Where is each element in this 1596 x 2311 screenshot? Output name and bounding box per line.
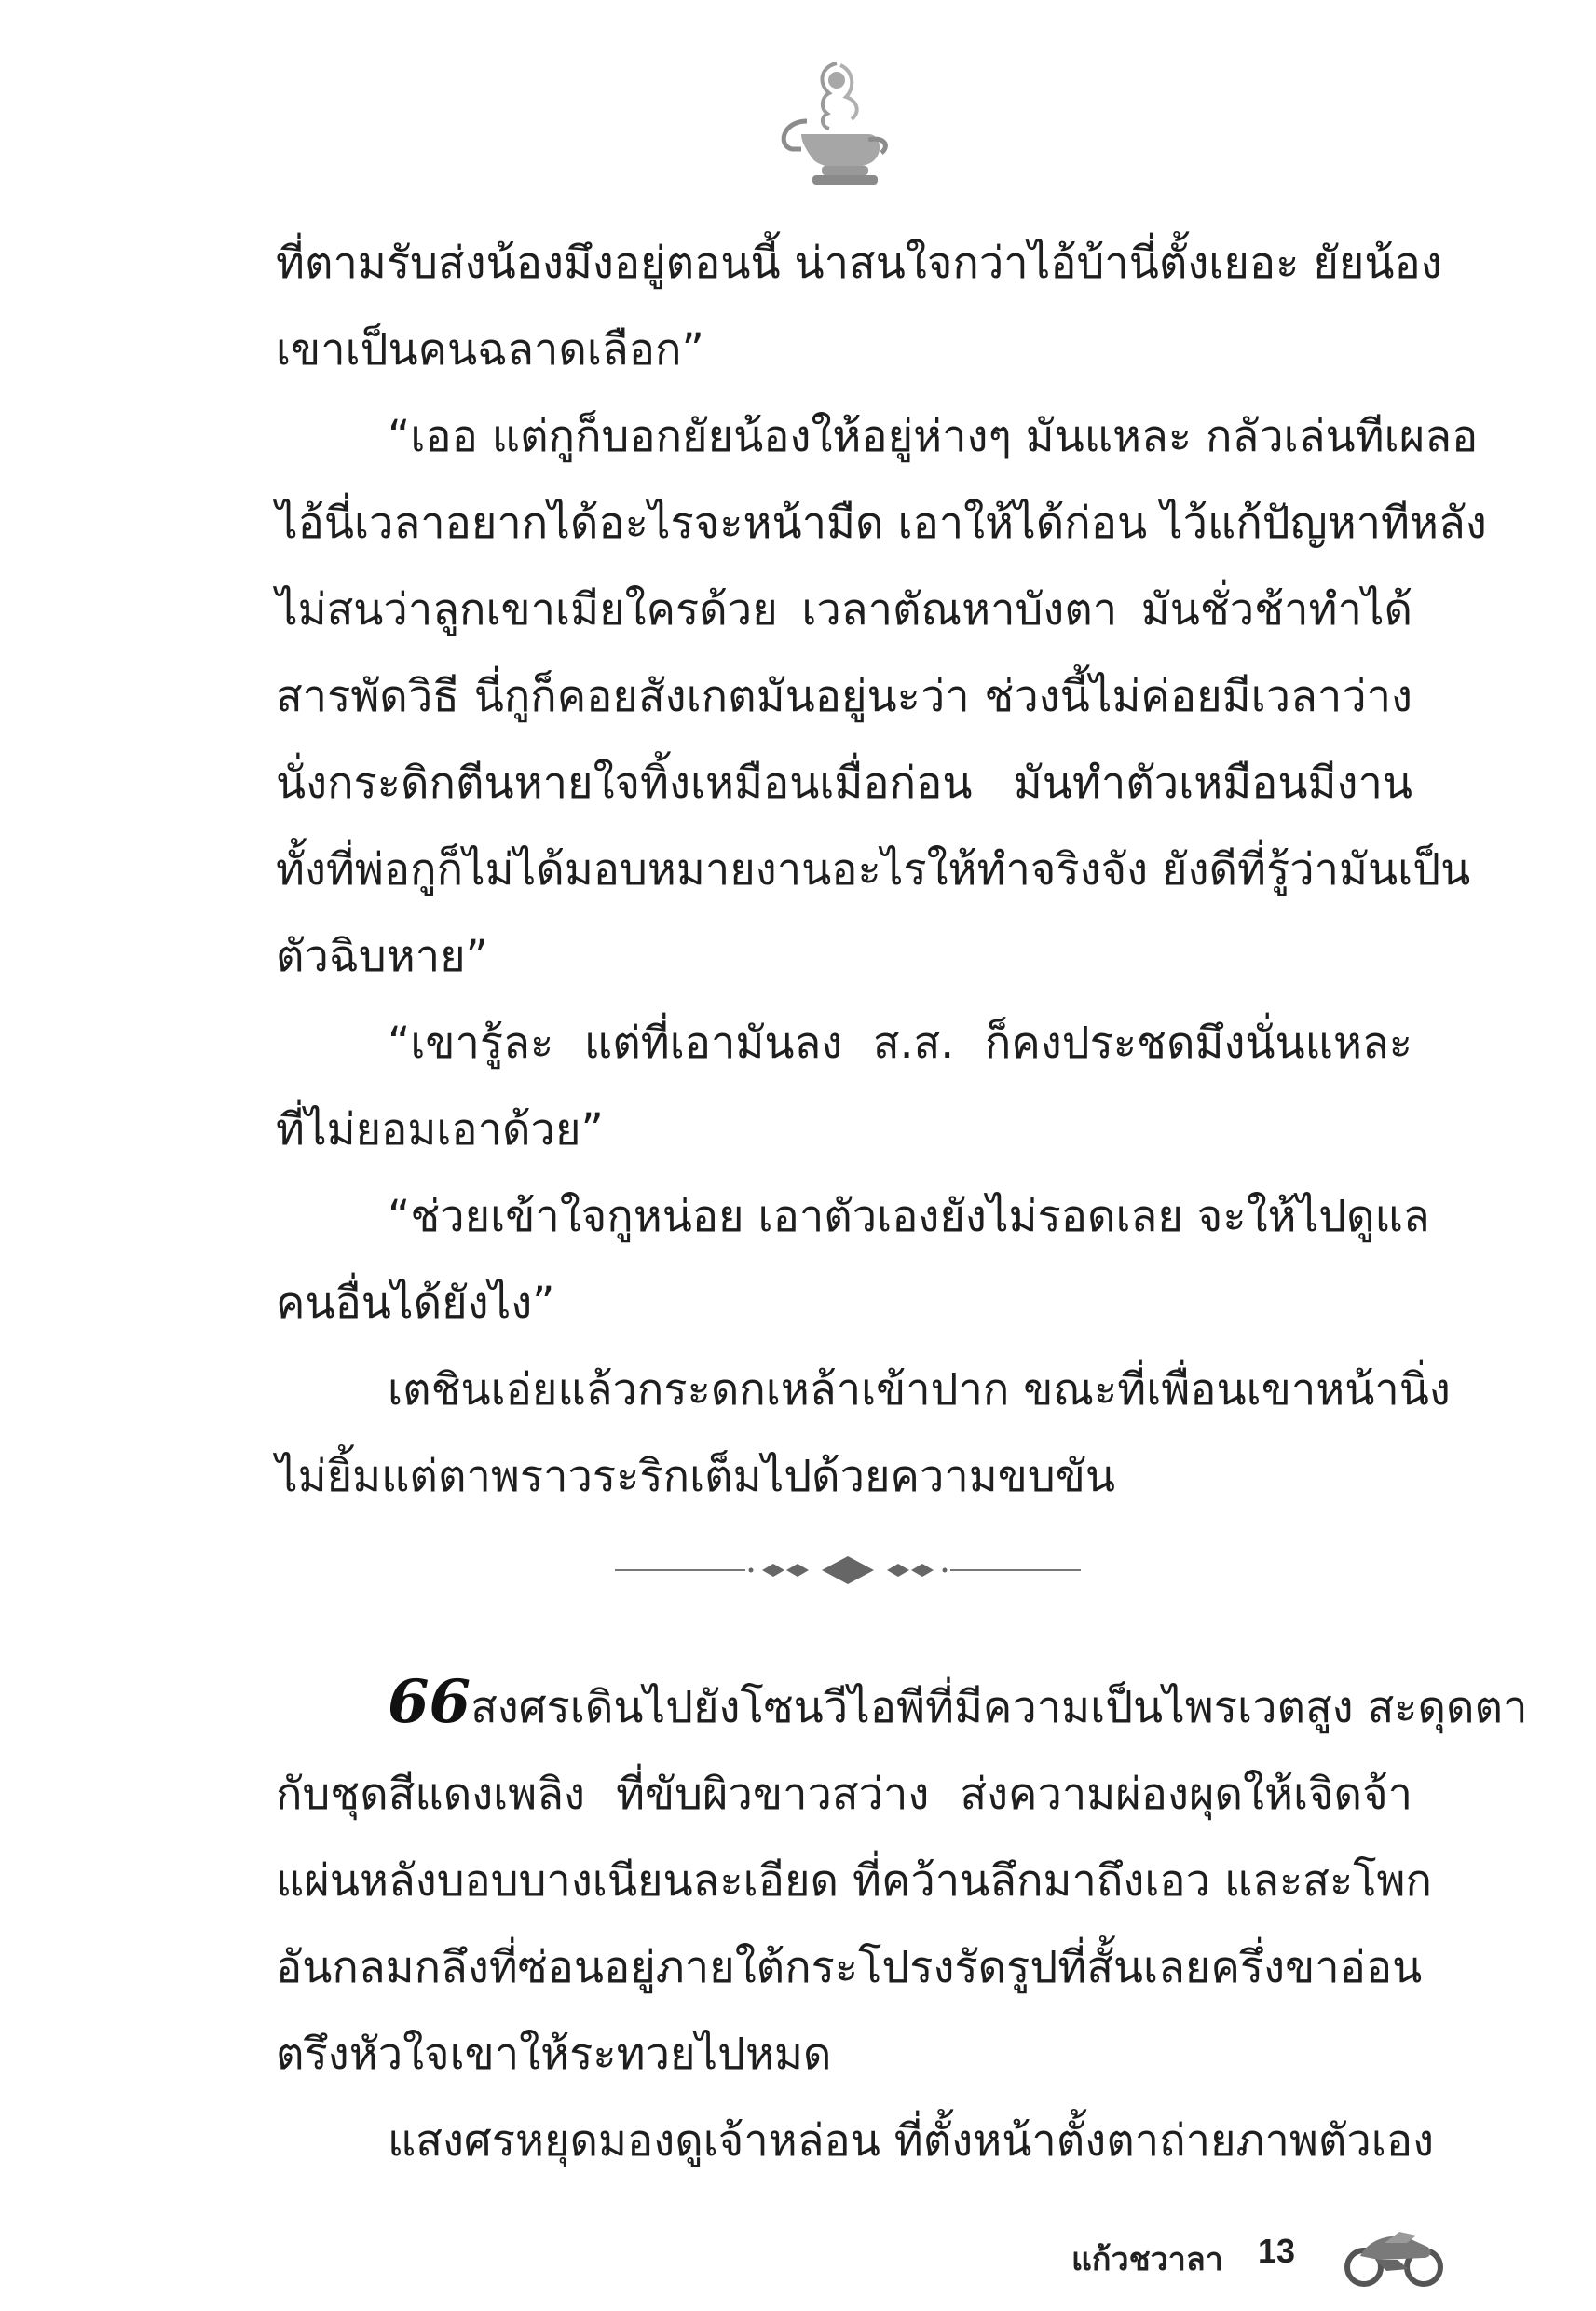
page-number: 13: [1258, 2232, 1296, 2270]
text-line: ไม่สนว่าลูกเขาเมียใครด้วย เวลาตัณหาบังตา มันชั่วช้าทำได้: [276, 584, 1412, 636]
open-quote-mark: 66: [388, 1667, 471, 1737]
text-line: “เออ แต่กูก็บอกยัยน้องให้อยู่ห่างๆ มันแหละ กลัวเล่นทีเผลอ: [388, 411, 1479, 462]
text-line: แสงศรหยุดมองดูเจ้าหล่อน ที่ตั้งหน้าตั้งตาถ่ายภาพตัวเอง: [388, 2115, 1435, 2167]
text-line: เขาเป็นคนฉลาดเลือก”: [276, 324, 704, 376]
text-line: [276, 1659, 1528, 1751]
text-line: อันกลมกลึงที่ซ่อนอยู่ภายใต้กระโปรงรัดรูปที่สั้นเลยครึ่งขาอ่อน: [276, 1942, 1423, 1993]
section-divider-ornament: [615, 1552, 1081, 1589]
text-line: ที่ไม่ยอมเอาด้วย”: [276, 1104, 604, 1156]
text-line: คนอื่นได้ยังไง”: [276, 1278, 555, 1329]
text-line: ไม่ยิ้มแต่ตาพราวระริกเต็มไปด้วยความขบขัน: [276, 1451, 1115, 1502]
text-line: “เขารู้ละ แต่ที่เอามันลง ส.ส. ก็คงประชดมึงนั่นแหละ: [388, 1018, 1412, 1069]
text-line: “ช่วยเข้าใจกูหน่อย เอาตัวเองยังไม่รอดเลย จะให้ไปดูแล: [388, 1191, 1430, 1242]
text-line: ที่ตามรับส่งน้องมึงอยู่ตอนนี้ น่าสนใจกว่าไอ้บ้านี่ตั้งเยอะ ยัยน้อง: [276, 238, 1442, 289]
body-text-section-2: [276, 1659, 1528, 2184]
text-line: แผ่นหลังบอบบางเนียนละเอียด ที่คว้านลึกมาถึงเอว และสะโพก: [276, 1855, 1432, 1907]
book-title: แก้วชวาลา: [1071, 2241, 1223, 2278]
text-line: นั่งกระดิกตีนหายใจทิ้งเหมือนเมื่อก่อน มันทำตัวเหมือนมีงาน: [276, 758, 1412, 809]
text-line: ตัวฉิบหาย”: [276, 931, 489, 982]
lamp-ornament-icon: [764, 56, 894, 196]
text-line: กับชุดสีแดงเพลิง ที่ขับผิวขาวสว่าง ส่งความผ่องผุดให้เจิดจ้า: [276, 1769, 1412, 1820]
body-text-top: [276, 220, 1487, 1520]
motorcycle-icon: [1342, 2222, 1444, 2288]
text-line: เตชินเอ่ยแล้วกระดกเหล้าเข้าปาก ขณะที่เพื่อนเขาหน้านิ่ง: [388, 1364, 1451, 1415]
page-footer: [1071, 2222, 1444, 2288]
text-line: ทั้งที่พ่อกูก็ไม่ได้มอบหมายงานอะไรให้ทำจริงจัง ยังดีที่รู้ว่ามันเป็น: [276, 844, 1471, 896]
text-span: สงศรเดินไปยังโซนวีไอพีที่มีความเป็นไพรเวตสูง สะดุดตา: [471, 1682, 1528, 1733]
text-line: สารพัดวิธี นี่กูก็คอยสังเกตมันอยู่นะว่า ช่วงนี้ไม่ค่อยมีเวลาว่าง: [276, 671, 1412, 722]
text-line: ตรึงหัวใจเขาให้ระทวยไปหมด: [276, 2029, 832, 2080]
text-line: ไอ้นี่เวลาอยากได้อะไรจะหน้ามืด เอาให้ได้ก่อน ไว้แก้ปัญหาทีหลัง: [276, 498, 1487, 549]
